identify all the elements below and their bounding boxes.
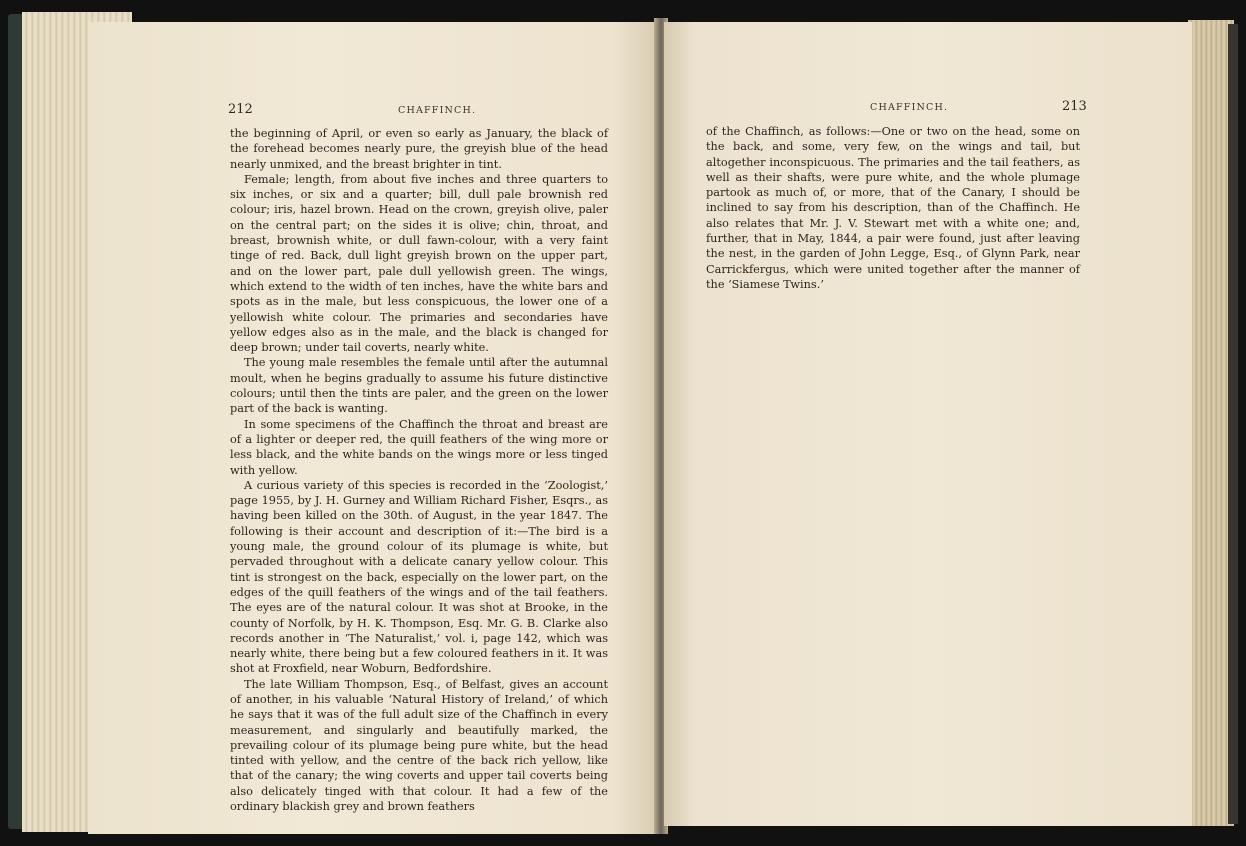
book-cover-right: [1228, 24, 1238, 824]
paragraph: A curious variety of this species is recorded in the ‘Zoologist,’ page 1955, by J. H. Gurney and William Richard Fisher, Esqrs., as having been killed on the 30th. of August, in the year 1847. The following is their account and description of it:—The bird is a young male, the ground colour of its plumage is white, but pervaded throughout with a delicate canary yellow colour. This tint is strongest on the back, especially on the lower part, on the edges of the quill feathers of the wings and of the tail feathers. The eyes are of the natural colour. It was shot at Brooke, in the county of Norfolk, by H. K. Thompson, Esq. Mr. G. B. Clarke also records another in ‘The Naturalist,’ vol. i, page 142, which was nearly white, there being but a few coloured feathers in it. It was shot at Froxfield, near Woburn, Bedfordshire.: [230, 478, 608, 676]
body-text: [230, 126, 608, 814]
paragraph: The young male resembles the female until after the autumnal moult, when he begins gradually to assume his future distinctive colours; until then the tints are paler, and the green on the lower part of the back is wanting.: [230, 356, 608, 416]
paragraph: In some specimens of the Chaffinch the throat and breast are of a lighter or deeper red, the quill feathers of the wing more or less black, and the white bands on the wings more or less tinged with yellow.: [230, 417, 608, 477]
running-head: CHAFFINCH.: [870, 102, 949, 113]
page-number: 213: [1062, 99, 1087, 114]
right-page: [664, 22, 1192, 826]
page-number: 212: [228, 102, 253, 117]
paragraph: of the Chaffinch, as follows:—One or two on the head, some on the back, and some, very few, on the wings and tail, but altogether inconspicuous. The primaries and the tail feathers, as well as their shafts, were pure white, and the whole plumage partook as much of, or more, that of the Canary, I should be inclined to say from his description, than of the Chaffinch. He also relates that Mr. J. V. Stewart met with a white one; and, further, that in May, 1844, a pair were found, just after leaving the nest, in the garden of John Legge, Esq., of Glynn Park, near Carrickfergus, which were united together after the manner of the ‘Siamese Twins.’: [706, 125, 1080, 291]
paragraph: the beginning of April, or even so early as January, the black of the forehead becomes nearly pure, the greyish blue of the head nearly unmixed, and the breast brighter in tint.: [230, 127, 608, 171]
paragraph: The late William Thompson, Esq., of Belfast, gives an account of another, in his valuable ‘Natural History of Ireland,’ of which he says that it was of the full adult size of the Chaffinch in every measurement, and singularly and beautifully marked, the prevailing colour of its plumage being pure white, but the head tinted with yellow, and the centre of the back rich yellow, like that of the canary; the wing coverts and upper tail coverts being also delicately tinged with that colour. It had a few of the ordinary blackish grey and brown feathers: [230, 677, 608, 814]
left-page: [88, 22, 658, 834]
running-head: CHAFFINCH.: [398, 105, 477, 116]
paragraph: Female; length, from about five inches and three quarters to six inches, or six and a quarter; bill, dull pale brownish red colour; iris, hazel brown. Head on the crown, greyish olive, paler on the central part; on the sides it is olive; chin, throat, and breast, brownish white, or dull fawn-colour, with a very faint tinge of red. Back, dull light greyish brown on the upper part, and on the lower part, pale dull yellowish green. The wings, which extend to the width of ten inches, have the white bars and spots as in the male, but less conspicuous, the lower one of a yellowish white colour. The primaries and secondaries have yellow edges also as in the male, and the black is changed for deep brown; under tail coverts, nearly white.: [230, 172, 608, 355]
body-text: [706, 124, 1080, 292]
